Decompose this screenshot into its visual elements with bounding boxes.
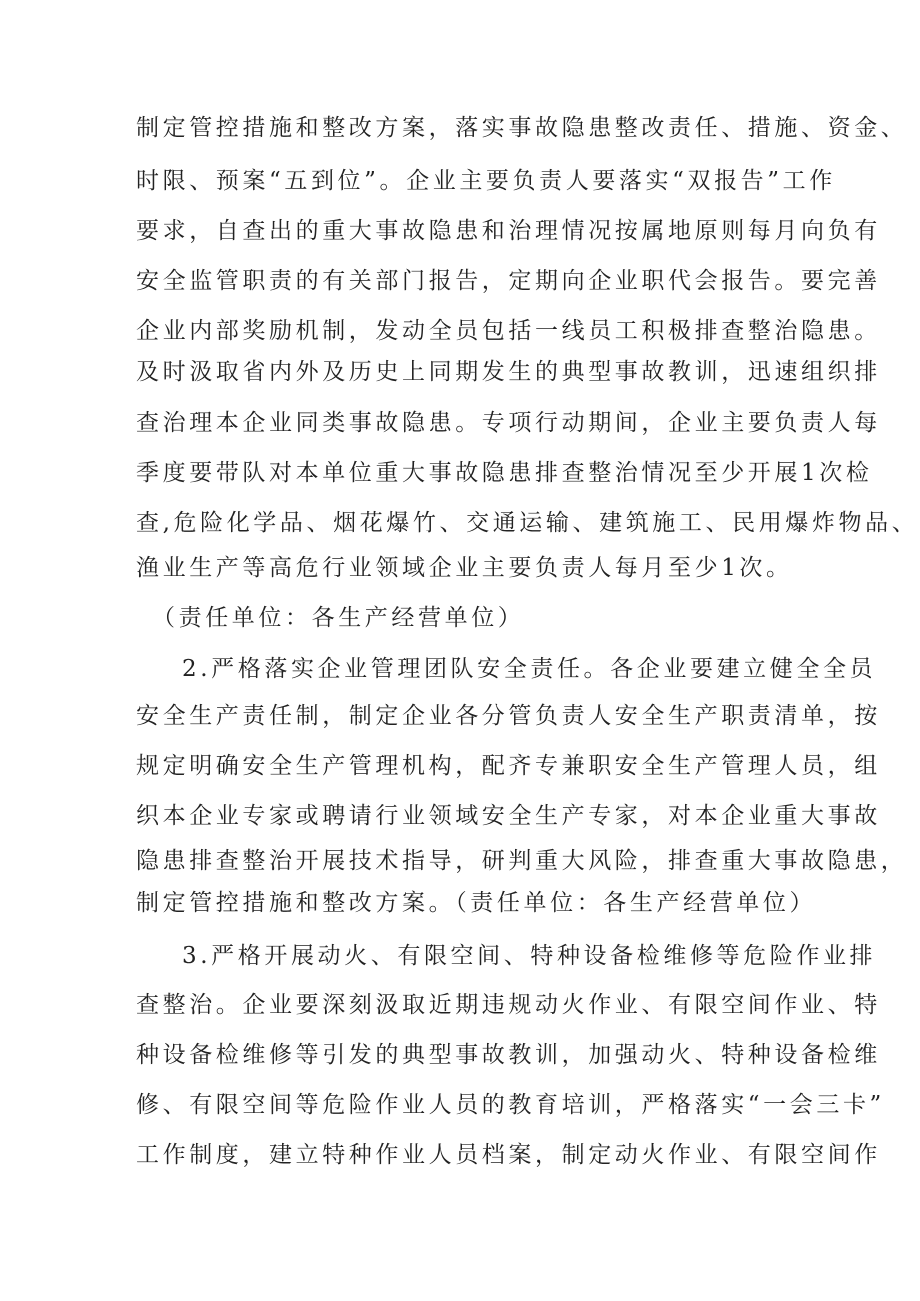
text-line: 及时汲取省内外及历史上同期发生的典型事故教训，迅速组织排 (136, 359, 881, 385)
text-line: 修、有限空间等危险作业人员的教育培训，严格落实“一会三卡” (136, 1092, 885, 1118)
text-line: 企业内部奖励机制，发动全员包括一线员工积极排查整治隐患。 (136, 318, 881, 344)
text-line: 季度要带队对本单位重大事故隐患排查整治情况至少开展1次检 (136, 460, 873, 486)
text-line: 渔业生产等高危行业领域企业主要负责人每月至少1次。 (136, 555, 793, 581)
text-line: 种设备检维修等引发的典型事故教训，加强动火、特种设备检维 (136, 1042, 881, 1068)
responsibility-note: （责任单位：各生产经营单位） (152, 605, 525, 631)
text-line: 织本企业专家或聘请行业领域安全生产专家，对本企业重大事故 (136, 803, 881, 829)
text-line: 查治理本企业同类事故隐患。专项行动期间，企业主要负责人每 (136, 410, 881, 436)
text-line: 查整治。企业要深刻汲取近期违规动火作业、有限空间作业、特 (136, 992, 881, 1018)
text-line: 工作制度，建立特种作业人员档案，制定动火作业、有限空间作 (136, 1142, 881, 1168)
text-line: 要求，自查出的重大事故隐患和治理情况按属地原则每月向负有 (136, 218, 881, 244)
text-line: 制定管控措施和整改方案。（责任单位：各生产经营单位） (136, 890, 817, 916)
section-heading-2: 2.严格落实企业管理团队安全责任。各企业要建立健全全员 (182, 656, 877, 682)
text-line: 安全监管职责的有关部门报告，定期向企业职代会报告。要完善 (136, 268, 881, 294)
text-line: 安全生产责任制，制定企业各分管负责人安全生产职责清单，按 (136, 703, 881, 729)
text-line: 规定明确安全生产管理机构，配齐专兼职安全生产管理人员，组 (136, 753, 881, 779)
text-line: 制定管控措施和整改方案，落实事故隐患整改责任、措施、资金、 (136, 115, 908, 141)
text-line: 时限、预案“五到位”。企业主要负责人要落实“双报告”工作 (136, 168, 836, 194)
text-line: 查,危险化学品、烟花爆竹、交通运输、建筑施工、民用爆炸物品、 (136, 510, 919, 536)
section-heading-3: 3.严格开展动火、有限空间、特种设备检维修等危险作业排 (182, 943, 877, 969)
text-line: 隐患排查整治开展技术指导，研判重大风险，排查重大事故隐患， (136, 848, 908, 874)
